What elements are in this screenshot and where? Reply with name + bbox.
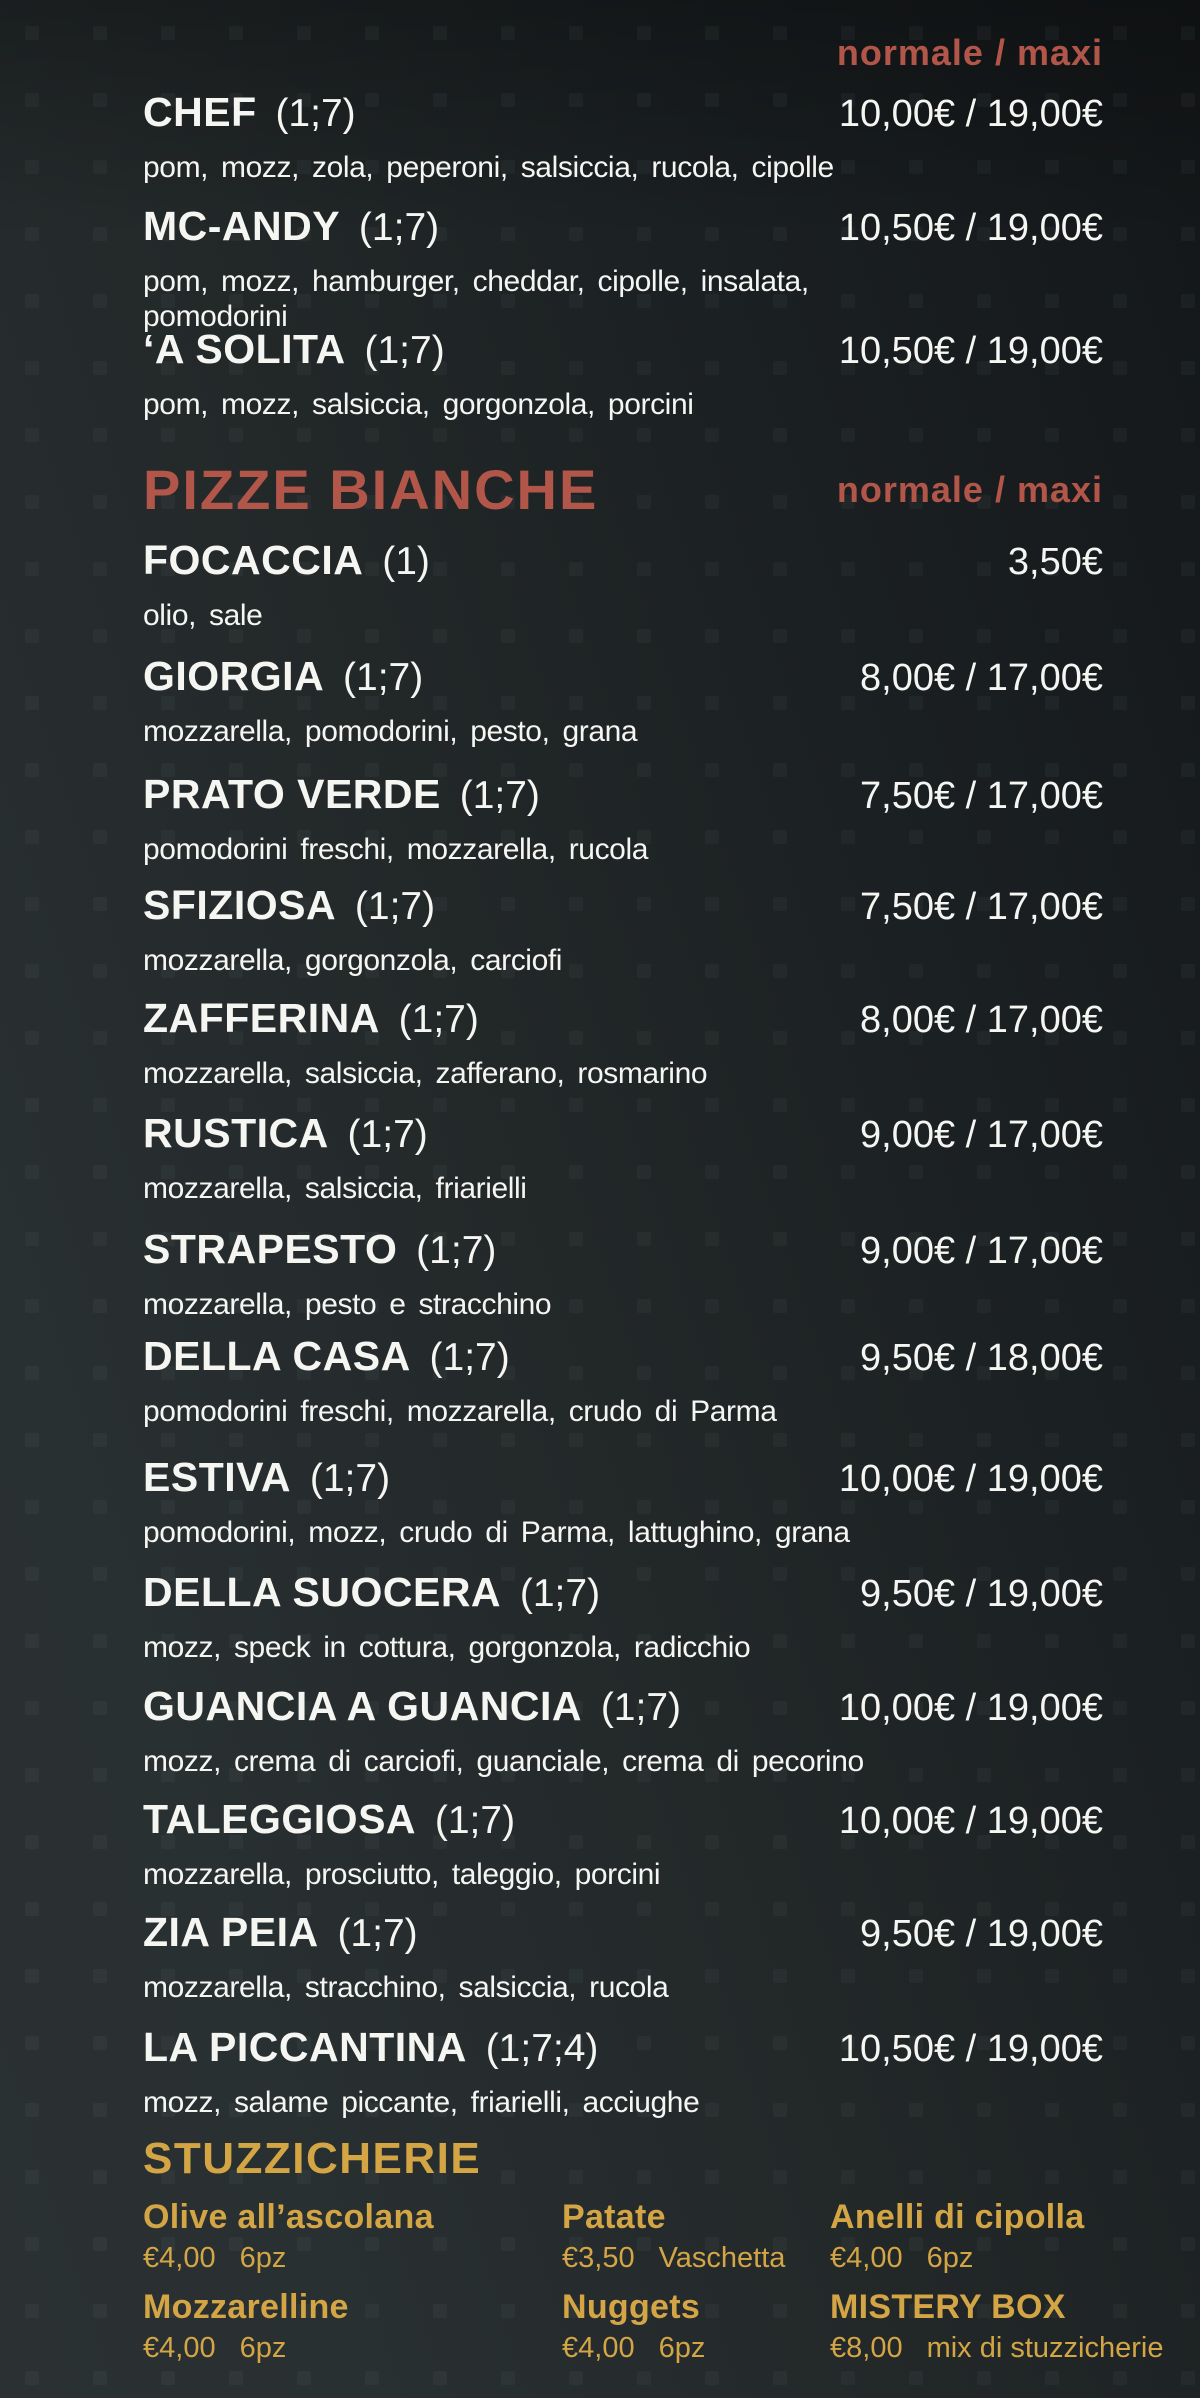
menu-item xyxy=(143,772,1103,867)
snack-name: Nuggets xyxy=(562,2288,701,2326)
snack-name: Anelli di cipolla xyxy=(830,2198,1085,2236)
snack-price: €4,00 xyxy=(143,2242,216,2274)
pizza-name: GUANCIA A GUANCIA xyxy=(143,1683,582,1729)
pizza-name: PRATO VERDE xyxy=(143,771,441,817)
pizza-name: FOCACCIA xyxy=(143,537,364,583)
pizza-name: ZIA PEIA xyxy=(143,1909,319,1955)
menu-item xyxy=(143,996,1103,1091)
snack-unit: mix di stuzzicherie xyxy=(926,2332,1164,2364)
snack-name: Patate xyxy=(562,2198,666,2236)
pizza-code: (1;7) xyxy=(348,206,440,249)
pizza-price: 10,50€ / 19,00€ xyxy=(838,2028,1103,2070)
pizza-code: (1;7) xyxy=(424,1799,516,1842)
pizza-code: (1;7) xyxy=(332,656,424,699)
snack-price: €8,00 xyxy=(830,2332,903,2364)
pizza-name: STRAPESTO xyxy=(143,1226,398,1272)
pizza-desc: mozzarella, pesto e stracchino xyxy=(143,1288,552,1321)
pizza-name: ESTIVA xyxy=(143,1454,292,1500)
pizza-name: TALEGGIOSA xyxy=(143,1796,417,1842)
pizza-desc: mozzarella, salsiccia, friarielli xyxy=(143,1172,527,1205)
snack-unit: 6pz xyxy=(658,2332,706,2364)
pizza-name: DELLA SUOCERA xyxy=(143,1569,502,1615)
menu-item xyxy=(143,1910,1103,2005)
pizza-price: 8,00€ / 17,00€ xyxy=(860,657,1103,699)
snack-item xyxy=(143,2198,503,2274)
snack-price: €3,50 xyxy=(562,2242,635,2274)
menu-item xyxy=(143,2025,1103,2120)
menu-item xyxy=(143,1684,1103,1779)
menu-item xyxy=(143,883,1103,978)
pizza-name: DELLA CASA xyxy=(143,1333,411,1379)
pizza-price: 7,50€ / 17,00€ xyxy=(860,886,1103,928)
menu-item xyxy=(143,1455,1103,1550)
menu-item xyxy=(143,1111,1103,1206)
pizza-price: 9,50€ / 19,00€ xyxy=(860,1913,1103,1955)
pizza-code: (1;7) xyxy=(299,1457,391,1500)
pizza-name: RUSTICA xyxy=(143,1110,329,1156)
price-column-header-bianche: normale / maxi xyxy=(836,469,1103,510)
pizza-desc: pom, mozz, hamburger, cheddar, cipolle, insalata, pomodorini xyxy=(143,265,809,333)
snack-price-line xyxy=(830,2332,1190,2364)
section-title-stuzzicherie: STUZZICHERIE xyxy=(143,2134,482,2183)
pizza-code: (1;7) xyxy=(509,1572,601,1615)
section-title-pizze-bianche: PIZZE BIANCHE xyxy=(143,458,599,521)
pizza-name: LA PICCANTINA xyxy=(143,2024,467,2070)
pizza-code: (1;7) xyxy=(387,998,479,1041)
pizza-price: 10,00€ / 19,00€ xyxy=(838,1458,1103,1500)
pizza-desc: mozzarella, prosciutto, taleggio, porcini xyxy=(143,1858,661,1891)
menu-item xyxy=(143,327,1103,422)
pizza-code: (1) xyxy=(371,540,430,583)
pizza-price: 7,50€ / 17,00€ xyxy=(860,775,1103,817)
pizza-desc: mozzarella, stracchino, salsiccia, rucola xyxy=(143,1971,669,2004)
snack-price-line xyxy=(143,2242,503,2274)
menu-item-title-line xyxy=(143,538,1103,592)
pizza-desc: mozzarella, gorgonzola, carciofi xyxy=(143,944,563,977)
pizza-price: 10,00€ / 19,00€ xyxy=(838,1687,1103,1729)
pizza-desc: pomodorini freschi, mozzarella, rucola xyxy=(143,833,649,866)
pizza-code: (1;7) xyxy=(264,92,356,135)
snack-item xyxy=(830,2288,1190,2364)
snack-price-line xyxy=(143,2332,503,2364)
snack-price: €4,00 xyxy=(830,2242,903,2274)
pizza-code: (1;7) xyxy=(353,329,445,372)
pizza-price: 10,50€ / 19,00€ xyxy=(838,207,1103,249)
pizza-desc: mozz, crema di carciofi, guanciale, crema di pecorino xyxy=(143,1745,864,1778)
pizza-desc: pomodorini, mozz, crudo di Parma, lattughino, grana xyxy=(143,1516,850,1549)
pizza-price: 3,50€ xyxy=(1007,541,1103,583)
price-column-header: normale / maxi xyxy=(836,32,1103,73)
snack-name: Mozzarelline xyxy=(143,2288,349,2326)
pizza-code: (1;7) xyxy=(405,1229,497,1272)
snack-price: €4,00 xyxy=(562,2332,635,2364)
pizza-name: MC-ANDY xyxy=(143,203,341,249)
pizza-desc: pom, mozz, salsiccia, gorgonzola, porcini xyxy=(143,388,694,421)
menu-item xyxy=(143,90,1103,185)
pizza-price: 10,00€ / 19,00€ xyxy=(838,1800,1103,1842)
menu-item xyxy=(143,654,1103,749)
pizza-desc: pomodorini freschi, mozzarella, crudo di Parma xyxy=(143,1395,777,1428)
snack-item xyxy=(830,2198,1190,2274)
snack-item xyxy=(143,2288,503,2364)
pizza-price: 8,00€ / 17,00€ xyxy=(860,999,1103,1041)
pizza-price: 9,50€ / 18,00€ xyxy=(860,1337,1103,1379)
pizza-price: 10,00€ / 19,00€ xyxy=(838,93,1103,135)
snack-unit: Vaschetta xyxy=(658,2242,786,2274)
snack-price-line xyxy=(830,2242,1190,2274)
snack-unit: 6pz xyxy=(926,2242,974,2274)
pizza-price: 9,00€ / 17,00€ xyxy=(860,1114,1103,1156)
pizza-desc: olio, sale xyxy=(143,599,263,632)
pizza-code: (1;7) xyxy=(418,1336,510,1379)
snack-name: MISTERY BOX xyxy=(830,2288,1066,2326)
snack-unit: 6pz xyxy=(239,2332,287,2364)
menu-item xyxy=(143,1334,1103,1429)
pizza-price: 9,50€ / 19,00€ xyxy=(860,1573,1103,1615)
pizza-name: ZAFFERINA xyxy=(143,995,380,1041)
snack-price: €4,00 xyxy=(143,2332,216,2364)
snack-unit: 6pz xyxy=(239,2242,287,2274)
pizza-desc: mozzarella, pomodorini, pesto, grana xyxy=(143,715,638,748)
pizza-name: ‘A SOLITA xyxy=(143,326,346,372)
snack-name: Olive all’ascolana xyxy=(143,2198,434,2236)
menu-item xyxy=(143,538,1103,633)
menu-item xyxy=(143,204,1103,334)
pizza-desc: mozz, salame piccante, friarielli, acciughe xyxy=(143,2086,700,2119)
pizza-code: (1;7) xyxy=(326,1912,418,1955)
pizza-code: (1;7;4) xyxy=(474,2027,599,2070)
pizza-desc: pom, mozz, zola, peperoni, salsiccia, rucola, cipolle xyxy=(143,151,834,184)
pizza-code: (1;7) xyxy=(344,885,436,928)
pizza-code: (1;7) xyxy=(336,1113,428,1156)
pizza-name: GIORGIA xyxy=(143,653,325,699)
menu-item xyxy=(143,1570,1103,1665)
menu-item xyxy=(143,1797,1103,1892)
pizza-desc: mozz, speck in cottura, gorgonzola, radicchio xyxy=(143,1631,751,1664)
pizza-price: 9,00€ / 17,00€ xyxy=(860,1230,1103,1272)
menu-item xyxy=(143,1227,1103,1322)
pizza-price: 10,50€ / 19,00€ xyxy=(838,330,1103,372)
pizza-code: (1;7) xyxy=(589,1686,682,1729)
pizza-desc: mozzarella, salsiccia, zafferano, rosmarino xyxy=(143,1057,708,1090)
pizza-name: CHEF xyxy=(143,89,257,135)
pizza-code: (1;7) xyxy=(448,774,540,817)
pizza-name: SFIZIOSA xyxy=(143,882,337,928)
